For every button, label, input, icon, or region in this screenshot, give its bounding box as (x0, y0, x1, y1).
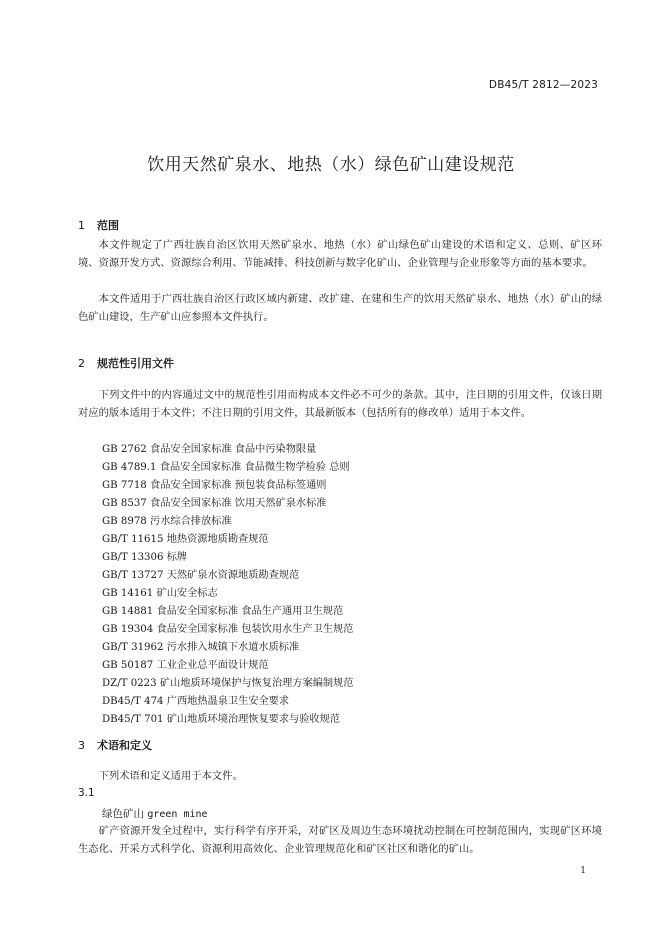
section-number: 2 (78, 357, 85, 370)
reference-title: 广西地热温泉卫生安全要求 (166, 696, 290, 707)
reference-item (102, 567, 353, 585)
scope-paragraph-1: 本文件规定了广西壮族自治区饮用天然矿泉水、地热（水）矿山绿色矿山建设的术语和定义、总则、矿区环境、资源开发方式、资源综合利用、节能减排、科技创新与数字化矿山、企业管理与企业形象等方面的基本要求。 (78, 239, 602, 269)
reference-item (102, 639, 353, 657)
reference-code: GB/T 11615 (102, 534, 164, 545)
reference-code: GB/T 31962 (102, 642, 164, 653)
terms-intro: 下列术语和定义适用于本文件。 (98, 770, 243, 782)
reference-item (102, 693, 353, 711)
page-number: 1 (580, 866, 586, 876)
reference-item (102, 477, 353, 495)
reference-title: 食品安全国家标准 包装饮用水生产卫生规范 (156, 624, 354, 635)
reference-code: GB 14161 (102, 588, 154, 599)
reference-code: GB/T 13727 (102, 570, 164, 581)
reference-title: 食品安全国家标准 食品微生物学检验 总则 (159, 462, 350, 473)
term-name (102, 806, 208, 821)
reference-item (102, 513, 353, 531)
reference-item (102, 657, 353, 675)
reference-code: GB 50187 (102, 660, 154, 671)
reference-title: 工业企业总平面设计规范 (156, 660, 269, 671)
reference-item (102, 675, 353, 693)
reference-list (102, 441, 353, 729)
section-heading-scope (78, 217, 119, 233)
reference-code: GB 4789.1 (102, 462, 157, 473)
reference-title: 污水综合排放标准 (150, 516, 232, 527)
reference-item (102, 441, 353, 459)
reference-item (102, 621, 353, 639)
reference-item (102, 531, 353, 549)
reference-title: 矿山地质环境保护与恢复治理方案编制规范 (159, 678, 354, 689)
document-title: 饮用天然矿泉水、地热（水）绿色矿山建设规范 (147, 155, 515, 175)
reference-item (102, 603, 353, 621)
reference-item (102, 459, 353, 477)
reference-code: DB45/T 474 (102, 696, 164, 707)
reference-title: 食品安全国家标准 饮用天然矿泉水标准 (150, 498, 327, 509)
reference-title: 标牌 (166, 552, 188, 563)
standard-code: DB45/T 2812—2023 (488, 79, 598, 91)
reference-code: GB 8537 (102, 498, 147, 509)
section-title: 范围 (97, 219, 119, 232)
reference-code: GB 8978 (102, 516, 147, 527)
section-heading-normative (78, 355, 174, 371)
reference-title: 食品安全国家标准 预包装食品标签通则 (150, 480, 327, 491)
scope-paragraph-2: 本文件适用于广西壮族自治区行政区域内新建、改扩建、在建和生产的饮用天然矿泉水、地热（水）矿山的绿色矿山建设，生产矿山应参照本文件执行。 (78, 293, 602, 323)
reference-code: DZ/T 0223 (102, 678, 157, 689)
reference-item (102, 495, 353, 513)
term-definition: 矿产资源开发全过程中，实行科学有序开采，对矿区及周边生态环境扰动控制在可控制范围内，实现矿区环境生态化、开采方式科学化、资源利用高效化、企业管理规范化和矿区社区和谐化的矿山。 (78, 825, 602, 855)
reference-code: DB45/T 701 (102, 714, 164, 725)
reference-code: GB 2762 (102, 444, 147, 455)
reference-title: 矿山地质环境治理恢复要求与验收规范 (166, 714, 340, 725)
reference-code: GB/T 13306 (102, 552, 164, 563)
section-number: 1 (78, 219, 85, 232)
term-name-zh: 绿色矿山 (102, 808, 144, 820)
reference-title: 地热资源地质勘查规范 (166, 534, 269, 545)
term-number: 3.1 (78, 787, 95, 799)
reference-code: GB 14881 (102, 606, 154, 617)
reference-item (102, 585, 353, 603)
reference-code: GB 7718 (102, 480, 147, 491)
reference-title: 食品安全国家标准 食品生产通用卫生规范 (156, 606, 344, 617)
reference-item (102, 549, 353, 567)
reference-title: 矿山安全标志 (156, 588, 218, 599)
section-number: 3 (78, 739, 85, 752)
reference-code: GB 19304 (102, 624, 154, 635)
section-title: 规范性引用文件 (97, 357, 174, 370)
term-name-en: green mine (147, 809, 208, 820)
section-heading-terms (78, 737, 152, 753)
normative-intro: 下列文件中的内容通过文中的规范性引用而构成本文件必不可少的条款。其中，注日期的引用文件，仅该日期对应的版本适用于本文件；不注日期的引用文件，其最新版本（包括所有的修改单）适用于本文件。 (78, 389, 602, 419)
reference-title: 天然矿泉水资源地质勘查规范 (166, 570, 300, 581)
reference-title: 污水排入城镇下水道水质标准 (166, 642, 300, 653)
section-title: 术语和定义 (97, 739, 152, 752)
reference-item (102, 711, 353, 729)
reference-title: 食品安全国家标准 食品中污染物限量 (150, 444, 317, 455)
